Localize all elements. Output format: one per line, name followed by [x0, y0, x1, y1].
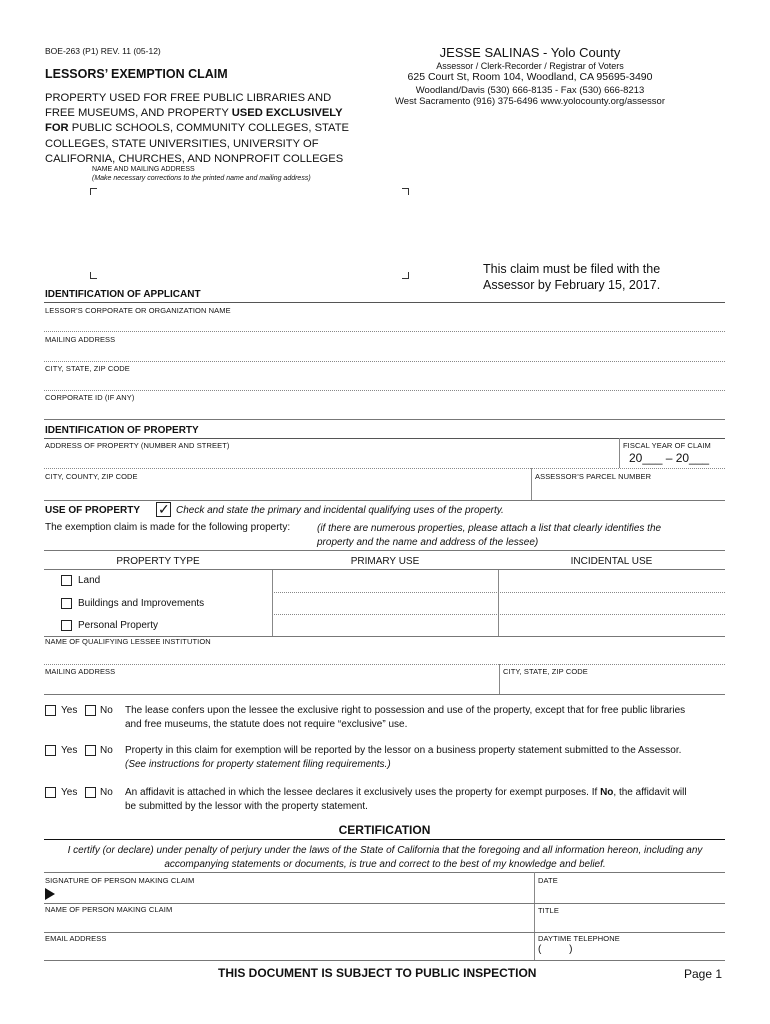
- form-title: LESSORS’ EXEMPTION CLAIM: [45, 67, 228, 81]
- lessee-city-label: CITY, STATE, ZIP CODE: [503, 667, 588, 676]
- buildings-primary-use-field[interactable]: [276, 598, 494, 612]
- personal-incidental-use-field[interactable]: [502, 620, 720, 634]
- divider: [44, 438, 725, 439]
- city-state-zip-label: CITY, STATE, ZIP CODE: [45, 364, 130, 373]
- lessee-name-label: NAME OF QUALIFYING LESSEE INSTITUTION: [45, 637, 211, 646]
- land-primary-use-field[interactable]: [276, 575, 494, 589]
- corporate-id-field[interactable]: [45, 403, 720, 417]
- form-id: BOE-263 (P1) REV. 11 (05-12): [45, 46, 161, 56]
- use-note: (if there are numerous properties, please attach a list that clearly identifies the property and the name and address of the lessee): [317, 523, 662, 548]
- name-address-hint: (Make necessary corrections to the printed name and mailing address): [92, 175, 311, 182]
- signature-field[interactable]: [60, 886, 530, 902]
- use-lead-text: The exemption claim is made for the following property:: [45, 522, 291, 533]
- fiscal-year-label: FISCAL YEAR OF CLAIM: [623, 441, 711, 450]
- email-label: EMAIL ADDRESS: [45, 934, 107, 943]
- applicant-heading: IDENTIFICATION OF APPLICANT: [45, 289, 201, 300]
- q1-yes-checkbox[interactable]: [45, 705, 56, 716]
- personal-property-checkbox[interactable]: [61, 620, 72, 631]
- property-city-label: CITY, COUNTY, ZIP CODE: [45, 472, 138, 481]
- divider: [272, 592, 725, 593]
- property-type-buildings: Buildings and Improvements: [78, 598, 205, 609]
- assessor-block: [380, 45, 680, 107]
- deadline-notice: This claim must be filed with the Assessor by February 15, 2017.: [483, 262, 661, 292]
- divider: [499, 664, 500, 694]
- address-window-corner-tl: [90, 188, 97, 195]
- property-type-personal: Personal Property: [78, 620, 159, 631]
- divider: [619, 438, 620, 468]
- divider: [531, 468, 532, 500]
- assessor-role: Assessor / Clerk-Recorder / Registrar of Voters: [436, 61, 624, 71]
- q2-yes-label: Yes: [61, 745, 78, 756]
- phone-field[interactable]: ( ): [538, 944, 573, 955]
- address-window-corner-tr: [402, 188, 409, 195]
- certification-heading: CERTIFICATION: [338, 823, 431, 837]
- address-window-corner-br: [402, 272, 409, 279]
- column-header-primary-use: PRIMARY USE: [350, 556, 420, 567]
- property-type-land: Land: [78, 575, 101, 586]
- q3-yes-label: Yes: [61, 787, 78, 798]
- fiscal-year-field[interactable]: 20___ – 20___: [629, 451, 710, 465]
- land-checkbox[interactable]: [61, 575, 72, 586]
- parcel-number-label: ASSESSOR’S PARCEL NUMBER: [535, 472, 652, 481]
- land-incidental-use-field[interactable]: [502, 575, 720, 589]
- divider: [44, 419, 725, 420]
- column-header-property-type: PROPERTY TYPE: [116, 556, 200, 567]
- divider: [44, 872, 725, 873]
- parcel-number-field[interactable]: [535, 483, 720, 497]
- property-address-label: ADDRESS OF PROPERTY (NUMBER AND STREET): [45, 441, 230, 450]
- date-field[interactable]: [538, 887, 720, 901]
- divider: [44, 932, 725, 933]
- q3-yes-checkbox[interactable]: [45, 787, 56, 798]
- divider: [44, 839, 725, 840]
- divider: [44, 960, 725, 961]
- q1-no-checkbox[interactable]: [85, 705, 96, 716]
- divider: [44, 569, 725, 570]
- lessee-name-field[interactable]: [45, 648, 720, 662]
- title-label: TITLE: [538, 906, 559, 915]
- claimant-name-field[interactable]: [45, 916, 530, 930]
- address-window-corner-bl: [90, 272, 97, 279]
- q2-no-checkbox[interactable]: [85, 745, 96, 756]
- city-state-zip-field[interactable]: [45, 374, 720, 388]
- property-heading: IDENTIFICATION OF PROPERTY: [45, 425, 199, 436]
- q3-no-label: No: [100, 787, 113, 798]
- divider: [44, 361, 725, 362]
- use-instruction: Check and state the primary and incidental qualifying uses of the property.: [176, 505, 504, 516]
- divider: [44, 331, 725, 332]
- divider: [498, 569, 499, 637]
- divider: [272, 614, 725, 615]
- page-number: Page 1: [684, 967, 723, 981]
- assessor-address: 625 Court St, Room 104, Woodland, CA 95695-3490: [407, 71, 653, 83]
- title-field[interactable]: [538, 917, 720, 931]
- column-header-incidental-use: INCIDENTAL USE: [570, 556, 653, 567]
- divider: [44, 390, 725, 391]
- mailing-address-label: MAILING ADDRESS: [45, 335, 116, 344]
- mailing-address-field[interactable]: [45, 345, 720, 359]
- email-field[interactable]: [45, 945, 530, 959]
- use-check-icon: ✓: [158, 501, 170, 517]
- q2-text: Property in this claim for exemption will be reported by the lessor on a business property statement submitted to the Assessor. (See instructions for property statement filing requirements.): [125, 745, 682, 770]
- q1-text: The lease confers upon the lessee the exclusive right to possession and use of the property, except that for free public libraries and free museums, the statute does not require “exclusive” use.: [125, 705, 686, 730]
- claimant-name-label: NAME OF PERSON MAKING CLAIM: [45, 905, 173, 914]
- divider: [44, 903, 725, 904]
- certification-text: I certify (or declare) under penalty of perjury under the laws of the State of California that the foregoing and all information hereon, including any accompanying statements or documents, is true and correct to the best of my knowledge and belief.: [67, 845, 703, 870]
- assessor-phone: Woodland/Davis (530) 666-8135 - Fax (530) 666-8213: [415, 85, 645, 96]
- corporate-id-label: CORPORATE ID (IF ANY): [45, 393, 135, 402]
- q1-no-label: No: [100, 705, 113, 716]
- lessee-city-field[interactable]: [503, 678, 720, 692]
- q2-no-label: No: [100, 745, 113, 756]
- sign-here-arrow-icon: [45, 888, 55, 900]
- phone-label: DAYTIME TELEPHONE: [538, 934, 620, 943]
- property-address-field[interactable]: [45, 452, 615, 466]
- name-address-label: NAME AND MAILING ADDRESS: [92, 166, 195, 173]
- divider: [44, 468, 725, 469]
- public-inspection-notice: THIS DOCUMENT IS SUBJECT TO PUBLIC INSPECTION: [218, 966, 537, 980]
- buildings-incidental-use-field[interactable]: [502, 598, 720, 612]
- assessor-phone-web: West Sacramento (916) 375-6496 www.yolocounty.org/assessor: [394, 96, 665, 107]
- personal-primary-use-field[interactable]: [276, 620, 494, 634]
- q1-yes-label: Yes: [61, 705, 78, 716]
- lessee-mailing-field[interactable]: [45, 678, 495, 692]
- divider: [44, 500, 725, 501]
- divider: [44, 664, 725, 665]
- q3-no-checkbox[interactable]: [85, 787, 96, 798]
- org-name-label: LESSOR’S CORPORATE OR ORGANIZATION NAME: [45, 306, 231, 315]
- divider: [534, 872, 535, 961]
- use-heading: USE OF PROPERTY: [45, 505, 141, 516]
- buildings-checkbox[interactable]: [61, 598, 72, 609]
- q3-text: An affidavit is attached in which the lessee declares it exclusively uses the property for exempt purposes. If No, the affidavit will be submitted by the lessor with the property statement.: [125, 787, 687, 812]
- divider: [44, 302, 725, 303]
- q2-yes-checkbox[interactable]: [45, 745, 56, 756]
- property-city-field[interactable]: [45, 483, 525, 497]
- purpose-text: PROPERTY USED FOR FREE PUBLIC LIBRARIES AND FREE MUSEUMS, AND PROPERTY USED EXCLUSIVELY FOR PUBLIC SCHOOLS, COMMUNITY COLLEGES, STATE COLLEGES, STATE UNIVERSITIES, UNIVERSITY OF CALIFORNIA, CHURCHES, AND NONPROFIT COLLEGES: [45, 92, 349, 165]
- date-label: DATE: [538, 876, 558, 885]
- divider: [44, 694, 725, 695]
- assessor-name: JESSE SALINAS - Yolo County: [439, 45, 621, 60]
- signature-label: SIGNATURE OF PERSON MAKING CLAIM: [45, 876, 195, 885]
- divider: [44, 550, 725, 551]
- divider: [272, 569, 273, 637]
- lessee-mailing-label: MAILING ADDRESS: [45, 667, 116, 676]
- org-name-field[interactable]: [45, 316, 720, 330]
